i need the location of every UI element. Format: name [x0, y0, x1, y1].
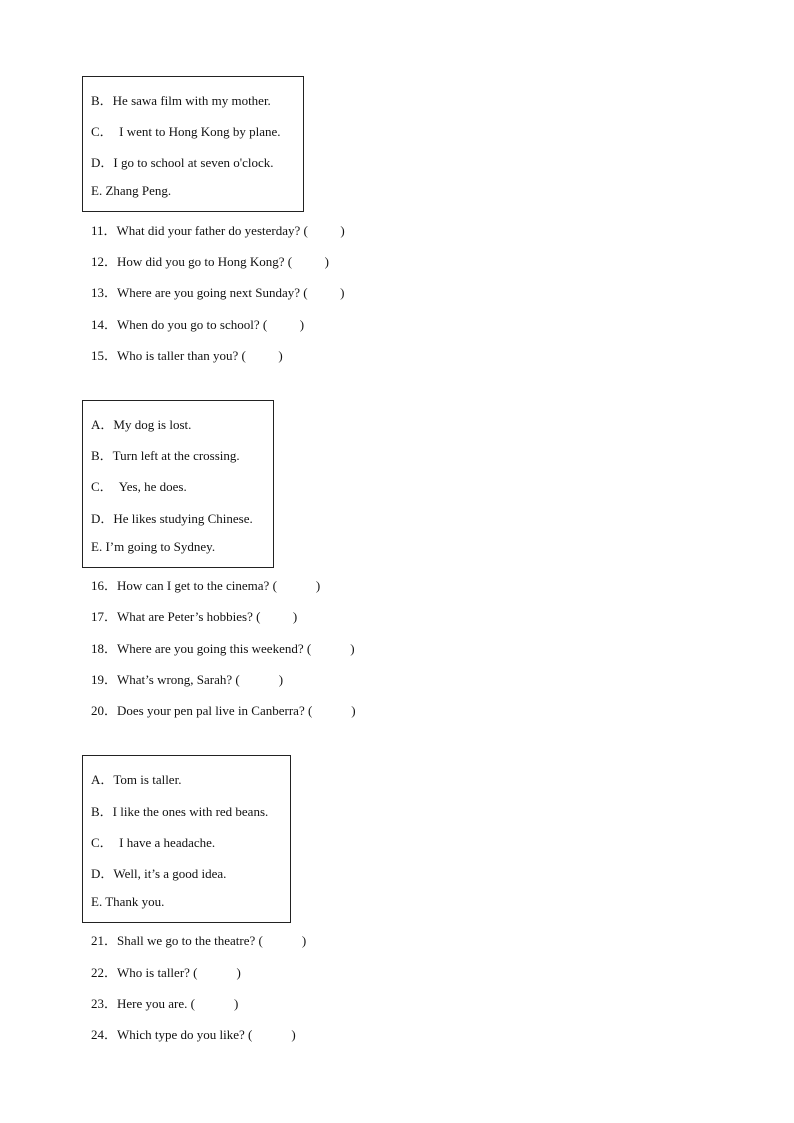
question-18: 18．Where are you going this weekend? ( )	[91, 641, 355, 656]
question-11: 11．What did your father do yesterday? ( )	[91, 223, 345, 238]
option-e: E. I’m going to Sydney.	[91, 539, 216, 554]
question-21: 21．Shall we go to the theatre? ( )	[91, 933, 307, 948]
question-19: 19．What’s wrong, Sarah? ( )	[91, 672, 284, 687]
question-13: 13．Where are you going next Sunday? ( )	[91, 285, 345, 300]
option-b: B．I like the ones with red beans.	[91, 804, 269, 819]
question-12: 12．How did you go to Hong Kong? ( )	[91, 254, 329, 269]
question-20: 20．Does your pen pal live in Canberra? ( )	[91, 703, 356, 718]
option-b: B．He sawa film with my mother.	[91, 93, 271, 108]
question-15: 15．Who is taller than you? ( )	[91, 348, 283, 363]
option-e: E. Zhang Peng.	[91, 183, 172, 198]
options-box-3	[82, 755, 291, 923]
question-16: 16．How can I get to the cinema? ( )	[91, 578, 321, 593]
question-22: 22．Who is taller? ( )	[91, 965, 241, 980]
options-box-1	[82, 76, 304, 212]
option-d: D．I go to school at seven o'clock.	[91, 155, 274, 170]
option-c: C． I went to Hong Kong by plane.	[91, 124, 281, 139]
option-a: A．My dog is lost.	[91, 417, 192, 432]
option-c: C． Yes, he does.	[91, 479, 187, 494]
option-e: E. Thank you.	[91, 894, 165, 909]
option-a: A．Tom is taller.	[91, 772, 182, 787]
options-box-2	[82, 400, 274, 568]
option-d: D．He likes studying Chinese.	[91, 511, 253, 526]
question-14: 14．When do you go to school? ( )	[91, 317, 305, 332]
option-c: C． I have a headache.	[91, 835, 216, 850]
question-17: 17．What are Peter’s hobbies? ( )	[91, 609, 298, 624]
question-24: 24．Which type do you like? ( )	[91, 1027, 296, 1042]
question-23: 23．Here you are. ( )	[91, 996, 239, 1011]
option-b: B．Turn left at the crossing.	[91, 448, 240, 463]
option-d: D．Well, it’s a good idea.	[91, 866, 227, 881]
